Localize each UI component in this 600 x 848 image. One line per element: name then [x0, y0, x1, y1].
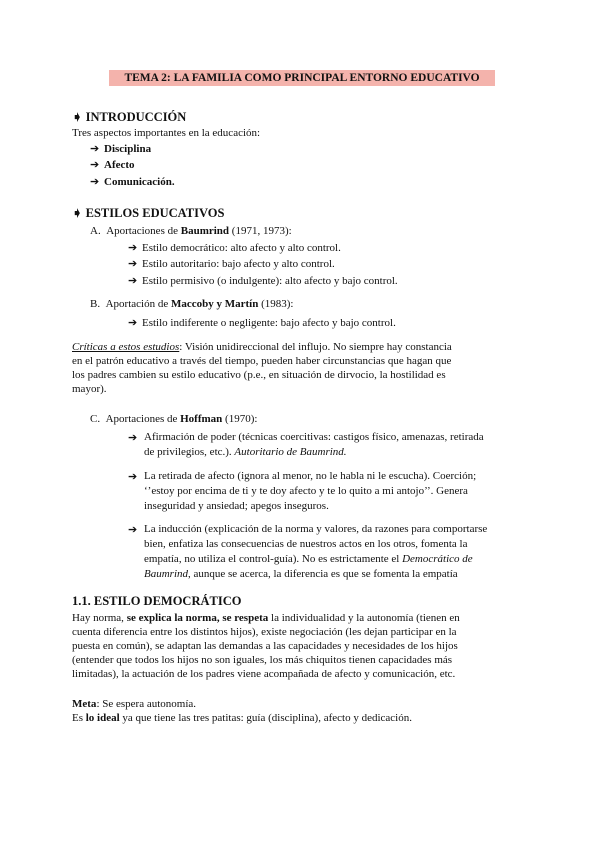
subsection-a: A. Aportaciones de Baumrind (1971, 1973):	[90, 225, 292, 237]
arrow-icon: ➔	[128, 242, 138, 254]
list-item: ➔ Estilo permisivo (o indulgente): alto afecto y bajo control.	[128, 275, 398, 287]
list-item: La inducción (explicación de la norma y valores, da razones para comportarse bien, enfatiza las consecuencias de nuestros actos en los otros, fomenta la empatía, no utiliza el control-guía). No es estrictamente el Democrático de Baumrind, aunque se acerca, la diferencia es que se fomenta la empatía	[144, 523, 488, 580]
arrow-icon: ➔	[90, 176, 100, 188]
intro-text: Tres aspectos importantes en la educación:	[72, 127, 261, 139]
subsection-b: B. Aportación de Maccoby y Martín (1983):	[90, 298, 294, 310]
list-item: ➔ Estilo indiferente o negligente: bajo afecto y bajo control.	[128, 317, 396, 329]
arrow-icon: ➔	[128, 471, 138, 483]
list-item: Afirmación de poder (técnicas coercitivas: castigos físico, amenazas, retirada de privilegios, etc.). Autoritario de Baumrind.	[144, 431, 484, 458]
diamond-bullet-icon: ➧	[72, 110, 83, 124]
arrow-icon: ➔	[90, 159, 100, 171]
page-title: TEMA 2: LA FAMILIA COMO PRINCIPAL ENTORNO EDUCATIVO	[109, 70, 495, 86]
arrow-icon: ➔	[128, 258, 138, 270]
arrow-icon: ➔	[128, 524, 138, 536]
arrow-icon: ➔	[128, 275, 138, 287]
list-item: ➔ Disciplina	[90, 143, 152, 155]
arrow-icon: ➔	[128, 432, 138, 444]
arrow-icon: ➔	[128, 317, 138, 329]
ideal-line: Es lo ideal ya que tiene las tres patitas: guía (disciplina), afecto y dedicación.	[72, 712, 412, 724]
meta-line: Meta: Se espera autonomía.	[72, 698, 197, 710]
section-heading-estilos: ➧ ESTILOS EDUCATIVOS	[72, 206, 225, 220]
section-heading-intro: ➧ INTRODUCCIÓN	[72, 110, 187, 124]
list-item: ➔ Afecto	[90, 159, 135, 171]
diamond-bullet-icon: ➧	[72, 206, 83, 220]
list-item: ➔ Estilo democrático: alto afecto y alto control.	[128, 242, 341, 254]
criticas-paragraph: Críticas a estos estudios: Visión unidireccional del influjo. No siempre hay constancia en el patrón educativo a través del tiempo, pueden haber circunstancias que hagan que los padres cambien su estilo educativo (p.e., en situación de dirvocio, la hostilidad es mayor).	[72, 341, 452, 395]
arrow-icon: ➔	[90, 143, 100, 155]
section-heading-democratico: 1.1. ESTILO DEMOCRÁTICO	[72, 594, 242, 608]
subsection-c: C. Aportaciones de Hoffman (1970):	[90, 413, 258, 425]
list-item: La retirada de afecto (ignora al menor, no le habla ni le escucha). Coerción; ‘’estoy por encima de ti y te doy afecto y te lo quito a mi antojo’’. Genera inseguridad y ansiedad; apegos inseguros.	[144, 470, 477, 512]
list-item: ➔ Comunicación.	[90, 176, 175, 188]
list-item: ➔ Estilo autoritario: bajo afecto y alto control.	[128, 258, 335, 270]
democratico-paragraph: Hay norma, se explica la norma, se respeta la individualidad y la autonomía (tienen en cuenta diferencia entre los distintos hijos), existe negociación (les dejan participar en la puesta en común), se adaptan las demandas a las capacidades y necesidades de los hijos (entender que todos los hijos no son iguales, los más chiquitos tienen capacidades más limitadas), la actuación de los padres viene acompañada de afecto y comunicación, etc.	[72, 612, 460, 680]
